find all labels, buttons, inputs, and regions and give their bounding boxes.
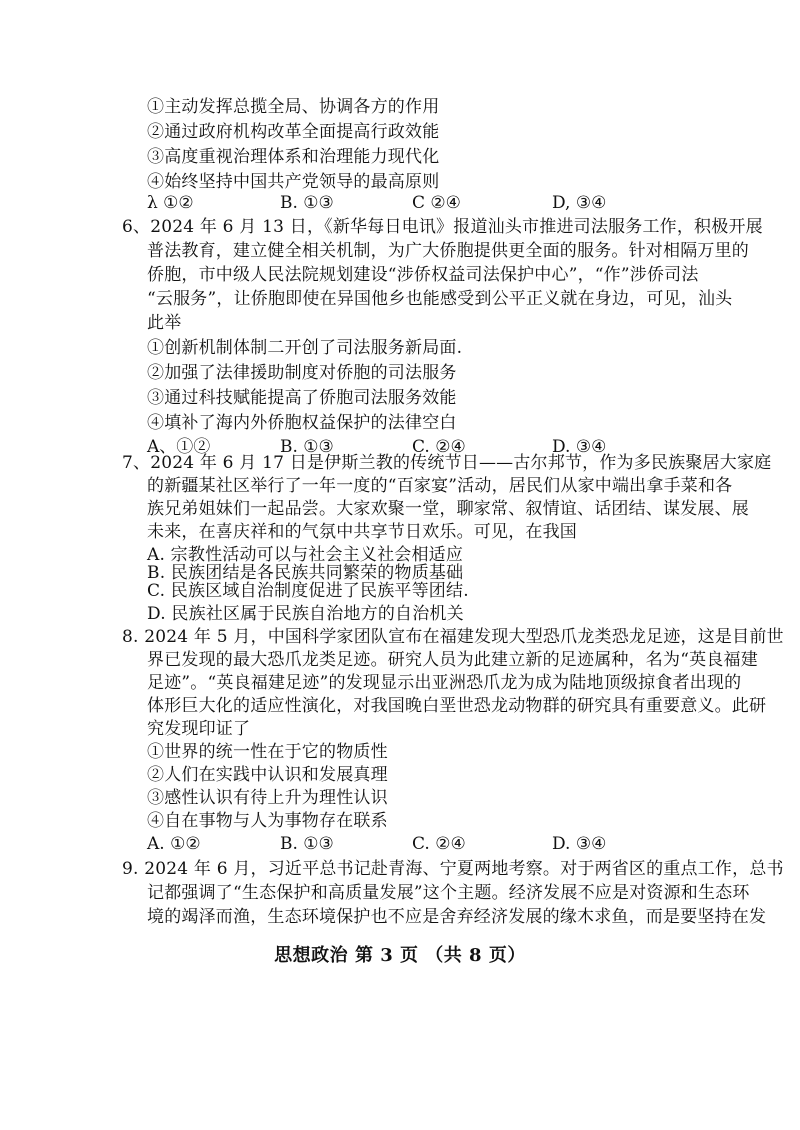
q8-stem-line-4: 体形巨大化的适应性演化，对我国晚白垩世恐龙动物群的研究具有重要意义。此研 [147, 696, 767, 716]
q6-stem-line-2: 普法教育，建立健全相关机制，为广大侨胞提供更全面的服务。针对相隔万里的 [147, 241, 749, 261]
q5-option-c: C ②④ [412, 193, 461, 213]
q5-option-d: D, ③④ [552, 193, 607, 213]
q6-stem-line-5: 此举 [147, 313, 182, 333]
q8-item-2: ②人们在实践中认识和发展真理 [147, 765, 388, 785]
q9-stem-line-2: 记都强调了“生态保护和高质量发展”这个主题。经济发展不应是对资源和生态环 [147, 883, 750, 903]
q5-item-3: ③高度重视治理体系和治理能力现代化 [147, 147, 440, 167]
q8-option-b: B. ①③ [280, 834, 334, 854]
q7-stem-line-1: 7、2024 年 6 月 17 日是伊斯兰教的传统节日——古尔邦节，作为多民族聚居大家庭 [122, 453, 772, 473]
q7-choice-b: B. 民族团结是各民族共同繁荣的物质基础 [147, 563, 464, 583]
q7-choice-a: A. 宗教性活动可以与社会主义社会相适应 [147, 545, 464, 565]
q5-item-2: ②通过政府机构改革全面提高行政效能 [147, 122, 440, 142]
q7-stem-line-3: 族兄弟姐妹们一起品尝。大家欢聚一堂，聊家常、叙情谊、话团结、谋发展、展 [147, 499, 749, 519]
page-footer: 思想政治 第 3 页 （共 8 页） [274, 945, 526, 966]
q8-stem-line-2: 界已发现的最大恐爪龙类足迹。研究人员为此建立新的足迹属种，名为“英良福建 [147, 650, 758, 670]
q6-option-a: A、①② [147, 437, 211, 457]
q6-stem-line-1: 6、2024 年 6 月 13 日，《新华每日电讯》报道汕头市推进司法服务工作，积极开展 [122, 217, 763, 237]
q7-stem-line-2: 的新疆某社区举行了一年一度的“百家宴”活动，居民们从家中端出拿手菜和各 [147, 476, 733, 496]
q8-option-d: D. ③④ [552, 834, 607, 854]
q8-stem-line-1: 8. 2024 年 5 月，中国科学家团队宣布在福建发现大型恐爪龙类恐龙足迹，这是目前世 [122, 627, 784, 647]
q8-stem-line-3: 足迹”。“英良福建足迹”的发现显示出亚洲恐爪龙为成为陆地顶级掠食者出现的 [147, 673, 742, 693]
q6-stem-line-4: “云服务”，让侨胞即使在异国他乡也能感受到公平正义就在身边，可见，汕头 [147, 289, 733, 309]
q8-item-3: ③感性认识有待上升为理性认识 [147, 788, 388, 808]
q5-item-1: ①主动发挥总揽全局、协调各方的作用 [147, 97, 440, 117]
q5-item-4: ④始终坚持中国共产党领导的最高原则 [147, 172, 440, 192]
q9-stem-line-1: 9. 2024 年 6 月，习近平总书记赴青海、宁夏两地考察。对于两省区的重点工作，总书 [122, 859, 784, 879]
q8-option-c: C. ②④ [412, 834, 466, 854]
q5-options [147, 192, 667, 214]
q8-option-a: A. ①② [147, 834, 201, 854]
q6-option-b: B. ①③ [280, 437, 334, 457]
q6-option-c: C. ②④ [412, 437, 466, 457]
q6-item-3: ③通过科技赋能提高了侨胞司法服务效能 [147, 388, 457, 408]
q6-item-1: ①创新机制体制二开创了司法服务新局面. [147, 338, 463, 358]
q7-stem-line-4: 未来，在喜庆祥和的气氛中共享节日欢乐。可见，在我国 [147, 522, 577, 542]
q6-option-d: D. ③④ [552, 437, 607, 457]
q6-item-2: ②加强了法律援助制度对侨胞的司法服务 [147, 363, 457, 383]
q8-item-1: ①世界的统一性在于它的物质性 [147, 742, 388, 762]
q7-choice-d: D. 民族社区属于民族自治地方的自治机关 [147, 604, 464, 624]
q8-options [147, 833, 667, 855]
q5-option-b: B. ①③ [280, 193, 334, 213]
q6-stem-line-3: 侨胞，市中级人民法院规划建设“涉侨权益司法保护中心”，“作”涉侨司法 [147, 265, 699, 285]
q6-item-4: ④填补了海内外侨胞权益保护的法律空白 [147, 413, 457, 433]
q7-choice-c: C. 民族区域自治制度促进了民族平等团结. [147, 581, 469, 601]
q5-option-a: λ ①② [147, 193, 194, 213]
q9-stem-line-3: 境的竭泽而渔，生态环境保护也不应是舍弃经济发展的缘木求鱼，而是要坚持在发 [147, 907, 767, 927]
q8-stem-line-5: 究发现印证了 [147, 719, 251, 739]
q8-item-4: ④自在事物与人为事物存在联系 [147, 811, 388, 831]
